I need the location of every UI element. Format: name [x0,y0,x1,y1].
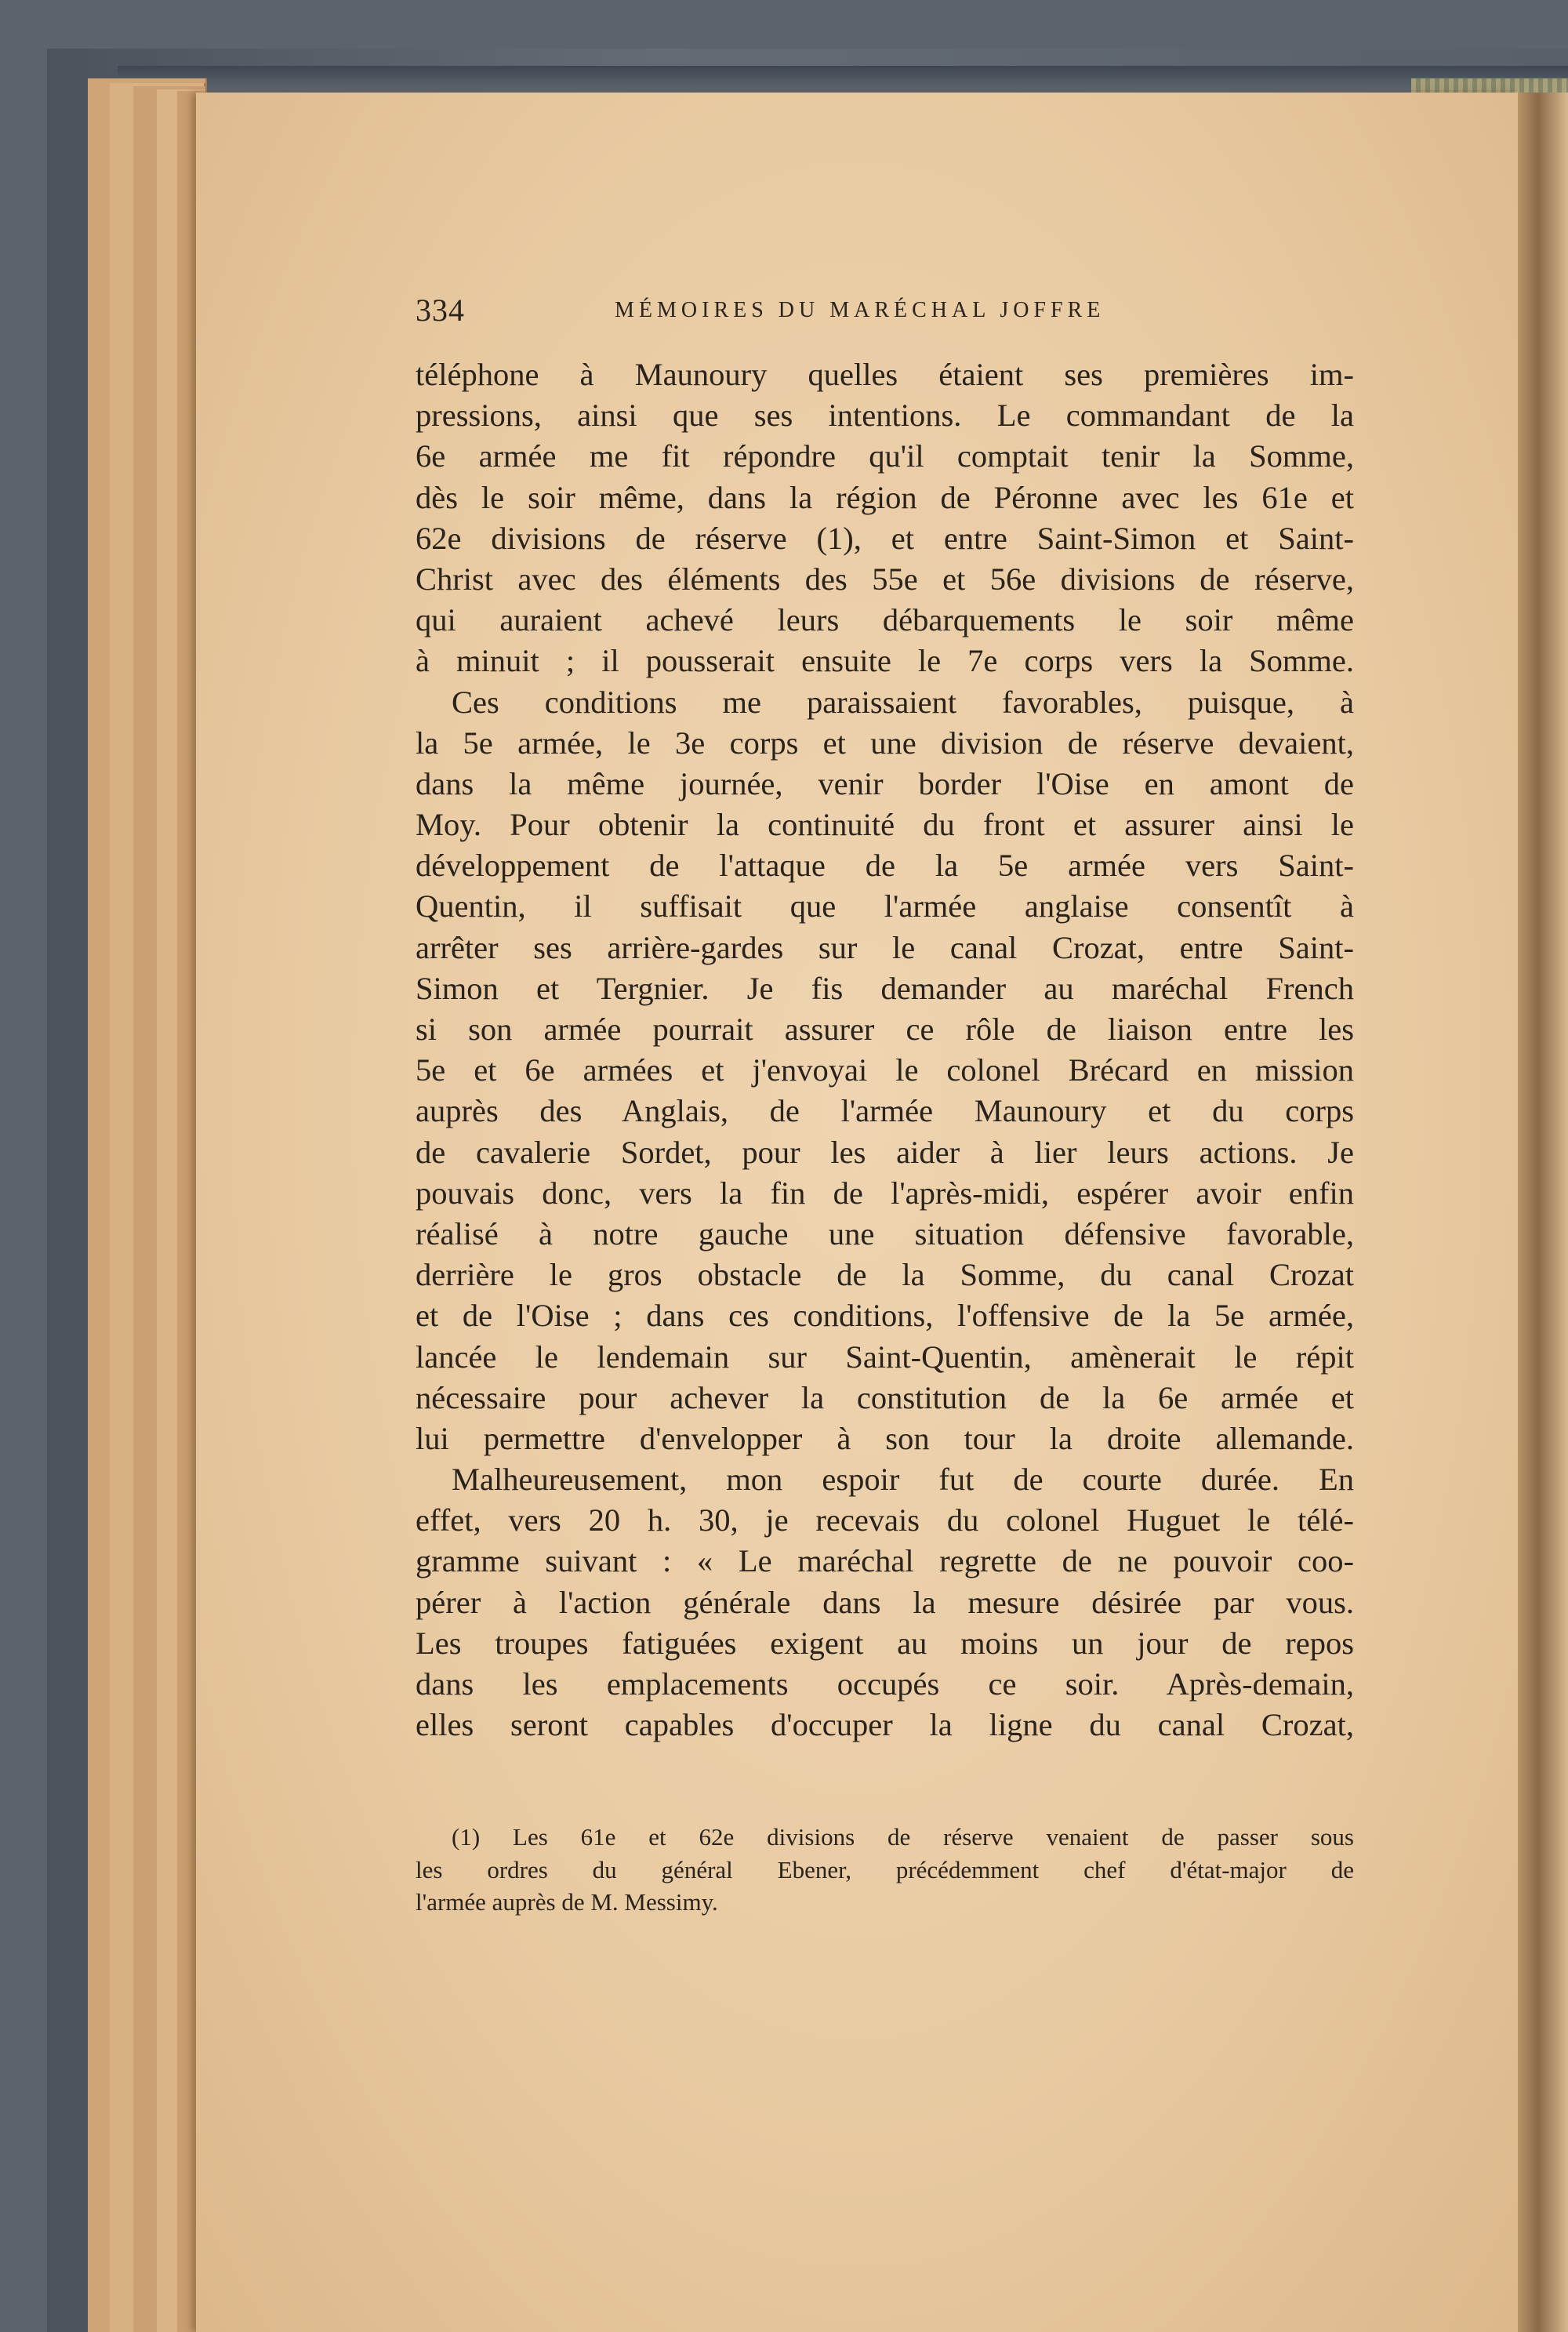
text-line: lancée le lendemain sur Saint-Quentin, amènerait le répit [416,1339,1354,1375]
page-number: 334 [416,292,465,328]
text-line: nécessaire pour achever la constitution de la 6e armée et [416,1379,1354,1415]
text-line: qui auraient achevé leurs débarquements le soir même [416,602,1354,638]
text-line: Moy. Pour obtenir la continuité du front et assurer ainsi le [416,807,1354,843]
text-line: elles seront capables d'occuper la ligne du canal Crozat, [416,1707,1354,1743]
text-line: pérer à l'action générale dans la mesure désirée par vous. [416,1584,1354,1620]
text-line: dans la même journée, venir border l'Oise en amont de [416,765,1354,801]
text-line: gramme suivant : « Le maréchal regrette de ne pouvoir coo- [416,1543,1354,1579]
footnote-line: l'armée auprès de M. Messimy. [416,1888,718,1916]
text-line: et de l'Oise ; dans ces conditions, l'offensive de la 5e armée, [416,1298,1354,1334]
text-line: arrêter ses arrière-gardes sur le canal Crozat, entre Saint- [416,929,1354,965]
text-line: dès le soir même, dans la région de Péronne avec les 61e et [416,479,1354,515]
text-line: 6e armée me fit répondre qu'il comptait tenir la Somme, [416,438,1354,474]
text-line: téléphone à Maunoury quelles étaient ses premières im- [416,357,1354,392]
running-head [416,292,1356,339]
text-line: Quentin, il suffisait que l'armée anglaise consentît à [416,888,1354,924]
text-line: Christ avec des éléments des 55e et 56e divisions de réserve, [416,561,1354,597]
text-line: 5e et 6e armées et j'envoyai le colonel Brécard en mission [416,1052,1354,1088]
text-line: Simon et Tergnier. Je fis demander au maréchal French [416,970,1354,1006]
text-line: dans les emplacements occupés ce soir. Après-demain, [416,1666,1354,1702]
text-line: si son armée pourrait assurer ce rôle de liaison entre les [416,1012,1354,1047]
page-gutter [1518,93,1568,2332]
text-line: auprès des Anglais, de l'armée Maunoury et du corps [416,1093,1354,1129]
footnote-line: les ordres du général Ebener, précédemment chef d'état-major de [416,1855,1354,1883]
footnotes [416,1821,1354,1919]
footnote-line: (1) Les 61e et 62e divisions de réserve venaient de passer sous [452,1823,1354,1851]
text-line: pressions, ainsi que ses intentions. Le commandant de la [416,398,1354,434]
text-line: la 5e armée, le 3e corps et une division de réserve devaient, [416,725,1354,761]
text-line: lui permettre d'envelopper à son tour la droite allemande. [416,1420,1354,1456]
text-line: réalisé à notre gauche une situation défensive favorable, [416,1215,1354,1251]
running-title: MÉMOIRES DU MARÉCHAL JOFFRE [615,298,1105,322]
text-line: Les troupes fatiguées exigent au moins un jour de repos [416,1625,1354,1661]
text-line: développement de l'attaque de la 5e armée vers Saint- [416,848,1354,884]
text-line: Ces conditions me paraissaient favorables, puisque, à [452,684,1354,720]
text-line: effet, vers 20 h. 30, je recevais du colonel Huguet le télé- [416,1502,1354,1538]
text-line: de cavalerie Sordet, pour les aider à lier leurs actions. Je [416,1134,1354,1170]
text-line: pouvais donc, vers la fin de l'après-midi, espérer avoir enfin [416,1175,1354,1211]
text-line: à minuit ; il pousserait ensuite le 7e corps vers la Somme. [416,643,1354,679]
text-line: 62e divisions de réserve (1), et entre Saint-Simon et Saint- [416,520,1354,556]
text-line: derrière le gros obstacle de la Somme, du canal Crozat [416,1257,1354,1293]
text-line: Malheureusement, mon espoir fut de courte durée. En [452,1462,1354,1498]
body-text [416,354,1354,1745]
